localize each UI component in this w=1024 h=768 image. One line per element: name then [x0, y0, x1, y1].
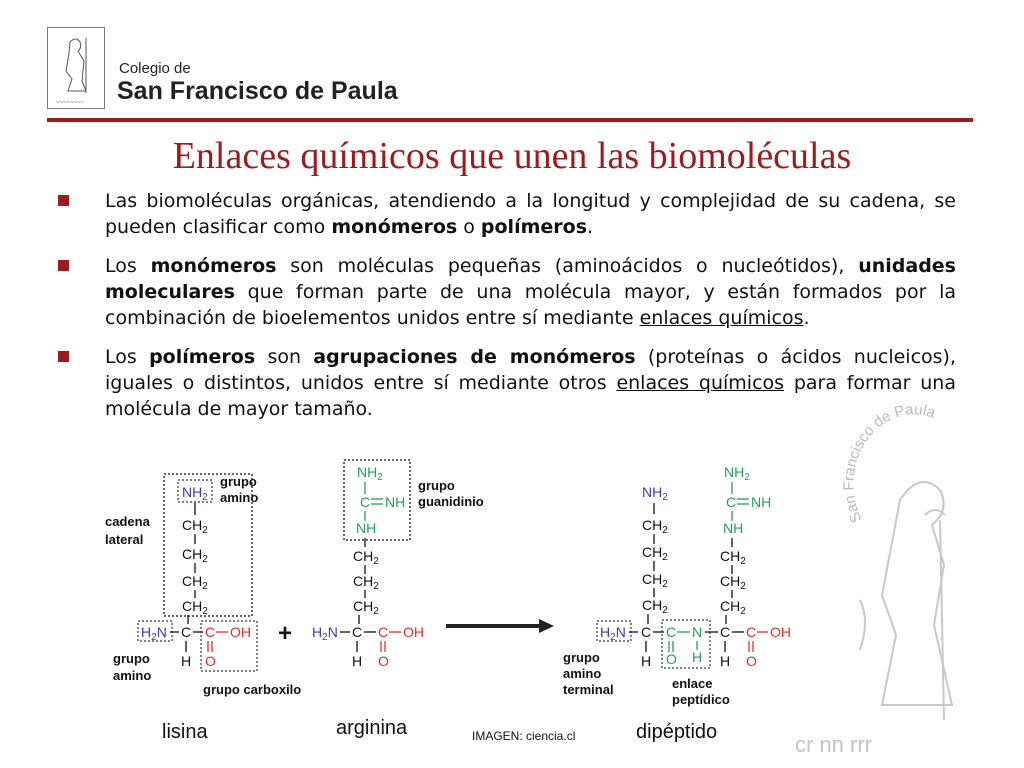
atom-label: $CH_2$: [720, 573, 746, 592]
label-enlace-peptidico: peptídico: [672, 692, 730, 707]
atom-label: $CH_2$: [642, 597, 668, 616]
atom-label: C: [746, 624, 757, 640]
atom-label: C: [666, 624, 677, 640]
atom-label: O: [746, 653, 757, 669]
atom-label: $CH_2$: [353, 548, 379, 567]
atom-label: $CH_2$: [182, 517, 208, 536]
text-segment: (proteínas o ácidos nucleicos), iguales o distintos, unidos entre sí mediante otros: [105, 346, 956, 394]
atom-label: O: [666, 651, 677, 667]
atom-label: $CH_2$: [720, 598, 746, 617]
bold-term: unidades moleculares: [105, 255, 956, 303]
atom-label: $H_2N$: [312, 624, 338, 643]
atom-label: O: [205, 653, 216, 669]
atom-label: N: [692, 624, 703, 640]
atom-label: C: [360, 494, 371, 510]
atom-label: C: [378, 624, 389, 640]
text-segment: Los: [105, 346, 150, 368]
scribble-text: cr nn rrr: [795, 732, 872, 757]
label-grupo-amino-terminal: terminal: [563, 682, 614, 697]
label-grupo-amino-terminal: grupo: [563, 650, 600, 665]
atom-label: $CH_2$: [642, 517, 668, 536]
atom-label: O: [378, 653, 389, 669]
atom-label: C: [720, 624, 731, 640]
label-grupo-amino: grupo: [113, 651, 150, 666]
atom-label: $CH_2$: [353, 573, 379, 592]
bold-term: polímeros: [480, 216, 588, 238]
text-segment: .: [803, 307, 810, 329]
atom-label: NH: [751, 494, 772, 510]
image-credit: IMAGEN: ciencia.cl: [472, 729, 576, 743]
atom-label: H: [641, 653, 652, 669]
logo-text-big: San Francisco de Paula: [117, 77, 398, 105]
label-grupo-guanidinio: guanidinio: [418, 494, 484, 509]
atom-label: NH: [356, 520, 377, 536]
arginine-structure: [312, 460, 424, 669]
atom-label: C: [641, 624, 652, 640]
atom-label: C: [352, 624, 363, 640]
atom-label: $CH_2$: [642, 571, 668, 590]
molecule-name-dipeptido: dipéptido: [636, 721, 718, 743]
slide-title: Enlaces químicos que unen las biomoléculas: [172, 135, 852, 177]
atom-label: NH: [385, 494, 406, 510]
atom-label: $NH_2$: [182, 484, 208, 503]
svg-text:~~~~~~~~: ~~~~~~~~: [56, 100, 85, 106]
text-segment: son: [255, 346, 314, 368]
bold-term: monómeros: [331, 216, 458, 238]
atom-label: $CH_2$: [642, 544, 668, 563]
atom-label: H: [692, 649, 703, 665]
label-grupo-amino: amino: [113, 668, 152, 683]
text-segment: que forman parte de una molécula mayor, y están formados por la combinación de bioelementos unidos entre sí mediante: [105, 281, 956, 329]
atom-label: OH: [770, 624, 791, 640]
atom-label: $NH_2$: [724, 464, 750, 483]
underlined-term: enlaces químicos: [616, 372, 785, 394]
bold-term: agrupaciones de monómeros: [313, 346, 636, 368]
atom-label: $CH_2$: [182, 573, 208, 592]
label-grupo-amino: grupo: [220, 474, 257, 489]
label-grupo-amino-terminal: amino: [563, 666, 602, 681]
atom-label: C: [181, 624, 192, 640]
text-segment: son moléculas pequeñas (aminoácidos o nucleótidos),: [276, 255, 859, 277]
atom-label: $NH_2$: [642, 484, 668, 503]
bold-term: monómeros: [150, 255, 277, 277]
atom-label: H: [720, 653, 731, 669]
plus-sign: +: [278, 620, 293, 647]
dipeptide-structure: [597, 464, 791, 669]
atom-label: $H_2N$: [141, 624, 167, 643]
atom-label: $CH_2$: [353, 598, 379, 617]
label-grupo-guanidinio: grupo: [418, 478, 455, 493]
atom-label: $CH_2$: [720, 548, 746, 567]
text-segment: Los: [105, 255, 151, 277]
atom-label: H: [352, 653, 363, 669]
seal-text: San Francisco de Paula: [840, 401, 938, 526]
molecule-name-lisina: lisina: [162, 721, 208, 743]
text-segment: .: [587, 216, 594, 238]
label-grupo-amino: amino: [220, 490, 259, 505]
atom-label: $NH_2$: [357, 464, 383, 483]
atom-label: C: [726, 494, 737, 510]
atom-label: $H_2N$: [600, 624, 626, 643]
reaction-arrow: [446, 619, 554, 633]
text-segment: o: [457, 216, 481, 238]
atom-label: OH: [230, 624, 251, 640]
atom-label: $CH_2$: [182, 546, 208, 565]
atom-label: C: [205, 624, 216, 640]
text-segment: Las biomoléculas orgánicas, atendiendo a la longitud y complejidad de su cadena, se pueden clasificar como: [105, 190, 956, 238]
atom-label: OH: [403, 624, 424, 640]
label-cadena-lateral: lateral: [105, 532, 144, 547]
text-segment: para formar una molécula de mayor tamaño.: [105, 372, 956, 420]
atom-label: H: [181, 653, 192, 669]
label-enlace-peptidico: enlace: [672, 676, 713, 691]
atom-label: NH: [723, 520, 744, 536]
underlined-term: enlaces químicos: [639, 307, 804, 329]
label-cadena-lateral: cadena: [105, 514, 150, 529]
logo-text-small: Colegio de: [119, 60, 191, 77]
bold-term: polímeros: [149, 346, 256, 368]
atom-label: $CH_2$: [182, 598, 208, 617]
label-grupo-carboxilo: grupo carboxilo: [203, 682, 302, 697]
molecule-name-arginina: arginina: [336, 717, 408, 739]
